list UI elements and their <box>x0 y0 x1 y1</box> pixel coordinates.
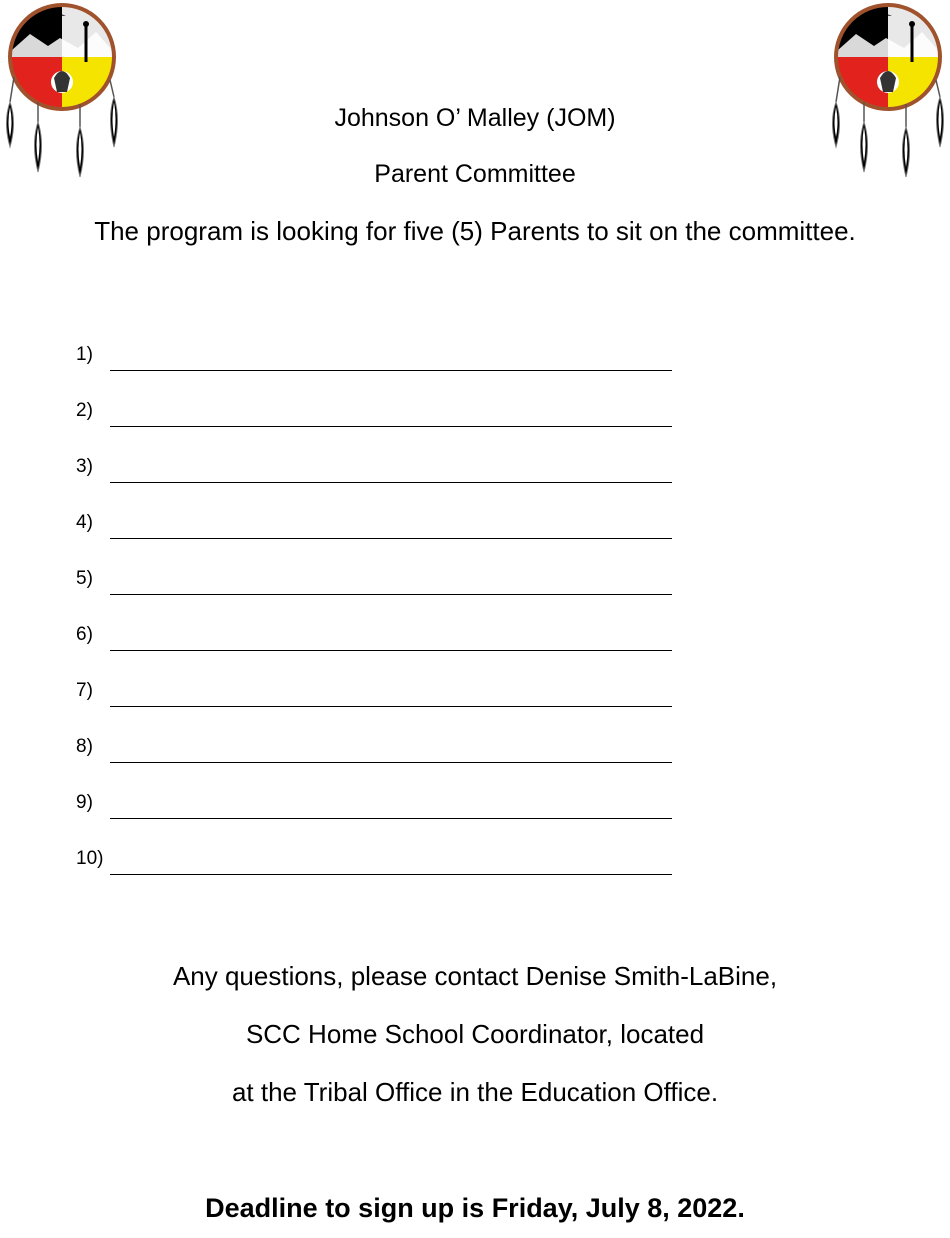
signup-blank[interactable] <box>110 818 672 819</box>
signup-line-number: 10) <box>76 848 104 869</box>
signup-line-number: 1) <box>76 344 93 365</box>
signup-line[interactable] <box>76 568 676 598</box>
contact-line-1: Any questions, please contact Denise Smith-LaBine, <box>172 961 778 991</box>
signup-line[interactable] <box>76 848 676 878</box>
signup-line[interactable] <box>76 792 676 822</box>
document-title: Johnson O’ Malley (JOM) <box>334 104 616 132</box>
signup-line-number: 5) <box>76 568 93 589</box>
signup-line[interactable] <box>76 680 676 710</box>
signup-line[interactable] <box>76 736 676 766</box>
signup-line[interactable] <box>76 624 676 654</box>
medicine-wheel-logo-left <box>0 2 128 180</box>
signup-line-number: 6) <box>76 624 93 645</box>
signup-line[interactable] <box>76 400 676 430</box>
signup-blank[interactable] <box>110 538 672 539</box>
signup-blank[interactable] <box>110 706 672 707</box>
medicine-wheel-logo-right <box>826 2 950 180</box>
signup-line-number: 8) <box>76 736 93 757</box>
signup-line-number: 4) <box>76 512 93 533</box>
contact-line-2: SCC Home School Coordinator, located <box>245 1019 705 1049</box>
signup-blank[interactable] <box>110 426 672 427</box>
contact-line-3: at the Tribal Office in the Education Office. <box>231 1077 719 1107</box>
signup-blank[interactable] <box>110 594 672 595</box>
signup-line-number: 3) <box>76 456 93 477</box>
signup-line-number: 2) <box>76 400 93 421</box>
deadline-notice: Deadline to sign up is Friday, July 8, 2022. <box>205 1193 745 1223</box>
signup-blank[interactable] <box>110 482 672 483</box>
signup-line[interactable] <box>76 344 676 374</box>
signup-blank[interactable] <box>110 650 672 651</box>
signup-blank[interactable] <box>110 762 672 763</box>
signup-line[interactable] <box>76 512 676 542</box>
signup-blank[interactable] <box>110 874 672 875</box>
signup-line-number: 7) <box>76 680 93 701</box>
document-subtitle: Parent Committee <box>374 160 576 188</box>
signup-blank[interactable] <box>110 370 672 371</box>
signup-line[interactable] <box>76 456 676 486</box>
signup-line-number: 9) <box>76 792 93 813</box>
intro-text: The program is looking for five (5) Parents to sit on the committee. <box>94 216 856 246</box>
